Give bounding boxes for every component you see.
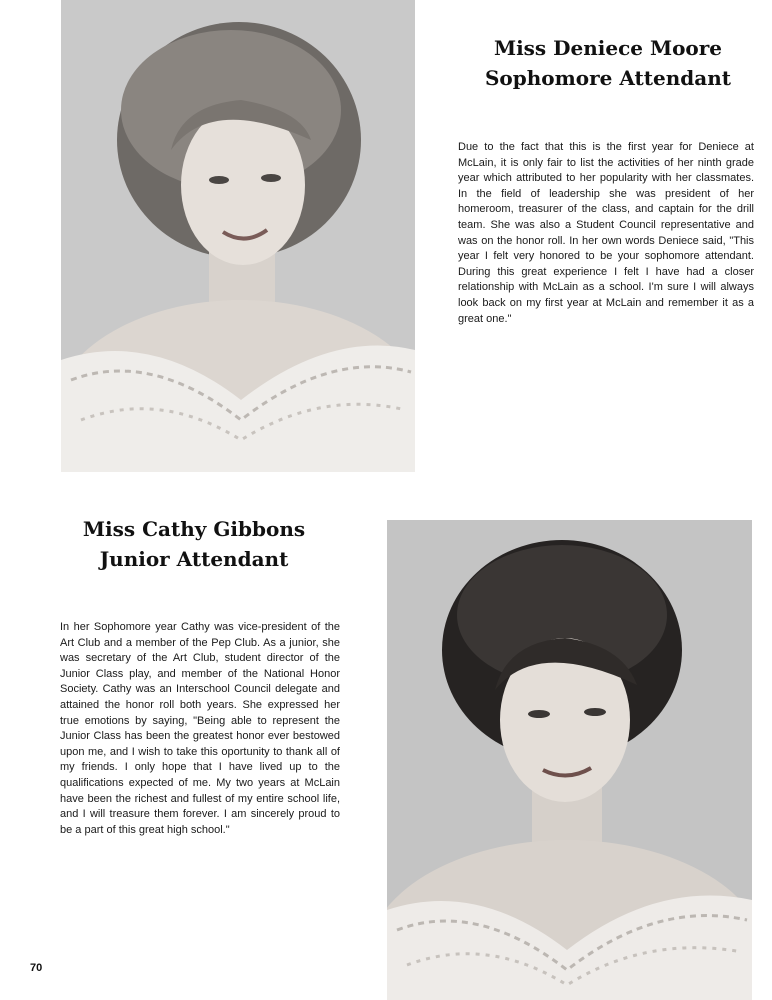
biography-text-deniece-moore: Due to the fact that this is the first year for Deniece at McLain, it is only fair to list the activities of her ninth grade year which attributed to her popularity with her classmates. In the field of leadership she was president of her homeroom, treasurer of the class, and captain for the drill team. She was also a Student Council representative and was on the honor roll. In her own words Deniece said, "This year I felt very honored to be your sophomore attendant. During this great experience I felt I have had a closer relationship with McLain as a school. I'm sure I will always look back on my first year at McLain and remember it as a great one." <box>458 141 754 325</box>
portrait-photo-deniece-moore <box>61 0 415 472</box>
student-name: Miss Cathy Gibbons <box>82 517 306 541</box>
biography-text-cathy-gibbons: In her Sophomore year Cathy was vice-president of the Art Club and a member of the Pep Club. As a junior, she was secretary of the Art Club, student director of the Junior Class play, and member of the National Honor Society. Cathy was an Interschool Council delegate and attained the honor roll both years. She expressed her true emotions by saying, "Being able to represent the Junior Class has been the greatest honor ever bestowed upon me, and I wish to take this oportunity to thank all of my friends. I only hope that I have lived up to the qualifications expected of me. My two years at McLain have been the richest and fullest of my entire school life, and I will treasure them forever. I am sincerely proud to be a part of this great high school." <box>60 621 340 836</box>
attendant-title: Sophomore Attendant <box>484 66 731 90</box>
student-name: Miss Deniece Moore <box>493 36 723 60</box>
attendant-title: Junior Attendant <box>99 547 289 571</box>
portrait-photo-cathy-gibbons <box>387 520 752 1000</box>
section-heading-cathy-gibbons <box>60 514 328 574</box>
section-heading-deniece-moore <box>458 33 758 93</box>
page-number: 70 <box>30 962 43 974</box>
